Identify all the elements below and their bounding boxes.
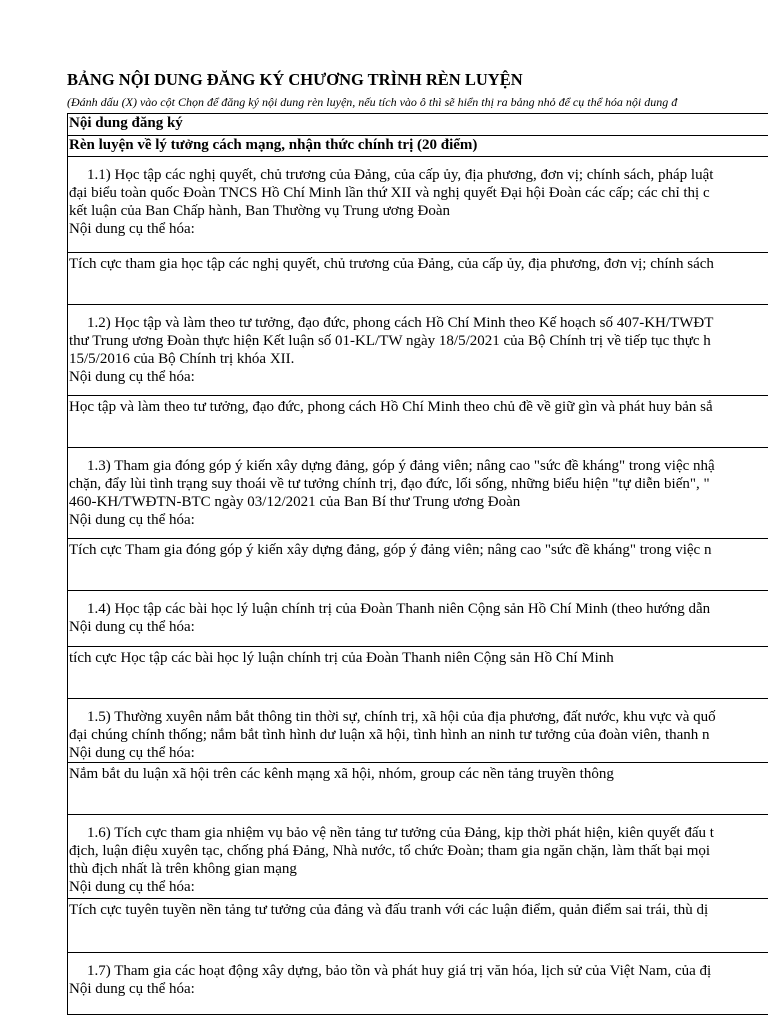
column-header: Nội dung đăng ký — [69, 115, 183, 131]
item-line: thư Trung ương Đoàn thực hiện Kết luận số 01-KL/TW ngày 18/5/2021 của Bộ Chính trị về tiếp tục thực h — [69, 333, 711, 349]
item-line: 1.5) Thường xuyên nắm bắt thông tin thời sự, chính trị, xã hội của địa phương, đất nước, khu vực và quố — [87, 709, 716, 725]
detail-label: Nội dung cụ thể hóa: — [69, 745, 195, 761]
detail-text: Tích cực Tham gia đóng góp ý kiến xây dựng đảng, góp ý đảng viên; nâng cao "sức đề kháng" trong việc n — [69, 542, 712, 558]
item-line: 1.3) Tham gia đóng góp ý kiến xây dựng đảng, góp ý đảng viên; nâng cao "sức đề kháng" trong việc nhậ — [87, 458, 715, 474]
item-line: đại biểu toàn quốc Đoàn TNCS Hồ Chí Minh lần thứ XII và nghị quyết Đại hội Đoàn các cấp; các chỉ thị c — [69, 185, 710, 201]
item-line: 1.6) Tích cực tham gia nhiệm vụ bảo vệ nền tảng tư tưởng của Đảng, kịp thời phát hiện, kiên quyết đấu t — [87, 825, 714, 841]
list-item — [68, 815, 768, 899]
list-item — [68, 591, 768, 647]
item-text — [69, 448, 768, 529]
list-item — [68, 953, 768, 1015]
section-header-row — [68, 136, 768, 157]
section-header: Rèn luyện về lý tưởng cách mạng, nhận thức chính trị (20 điểm) — [69, 137, 478, 153]
detail-box[interactable] — [68, 539, 768, 591]
item-text — [69, 157, 768, 238]
detail-label: Nội dung cụ thể hóa: — [69, 221, 195, 237]
detail-box[interactable] — [68, 396, 768, 448]
list-item — [68, 448, 768, 539]
detail-box[interactable] — [68, 647, 768, 699]
item-line: 1.1) Học tập các nghị quyết, chủ trương của Đảng, của cấp ủy, địa phương, đơn vị; chính sách, pháp luật — [87, 167, 714, 183]
column-header-row — [68, 114, 768, 136]
item-line: kết luận của Ban Chấp hành, Ban Thường vụ Trung ương Đoàn — [69, 203, 450, 219]
item-line: 15/5/2016 của Bộ Chính trị khóa XII. — [69, 351, 295, 367]
detail-label: Nội dung cụ thể hóa: — [69, 879, 195, 895]
item-line: chặn, đẩy lùi tình trạng suy thoái về tư tưởng chính trị, đạo đức, lối sống, những biểu hiện "tự diễn biến", " — [69, 476, 710, 492]
detail-label: Nội dung cụ thể hóa: — [69, 619, 195, 635]
list-item — [68, 157, 768, 253]
list-item — [68, 699, 768, 763]
item-text — [69, 305, 768, 386]
detail-label: Nội dung cụ thể hóa: — [69, 981, 195, 997]
item-line: 1.2) Học tập và làm theo tư tưởng, đạo đức, phong cách Hồ Chí Minh theo Kế hoạch số 407-KH/TWĐT — [87, 315, 714, 331]
item-text — [69, 953, 768, 998]
detail-text: Tích cực tuyên tuyền nền tảng tư tưởng của đảng và đấu tranh với các luận điểm, quản điểm sai trái, thù dị — [69, 902, 709, 918]
item-line: thù địch nhất là trên không gian mạng — [69, 861, 297, 877]
detail-label: Nội dung cụ thể hóa: — [69, 512, 195, 528]
detail-box[interactable] — [68, 763, 768, 815]
item-line: địch, luận điệu xuyên tạc, chống phá Đảng, Nhà nước, tổ chức Đoàn; tham gia ngăn chặn, làm thất bại mọi — [69, 843, 711, 859]
item-line: 460-KH/TWĐTN-BTC ngày 03/12/2021 của Ban Bí thư Trung ương Đoàn — [69, 494, 521, 510]
item-text — [69, 815, 768, 896]
item-line: 1.4) Học tập các bài học lý luận chính trị của Đoàn Thanh niên Cộng sản Hồ Chí Minh (theo hướng dẫn — [87, 601, 711, 617]
detail-box[interactable] — [68, 253, 768, 305]
item-line: 1.7) Tham gia các hoạt động xây dựng, bảo tồn và phát huy giá trị văn hóa, lịch sử của Việt Nam, của đị — [87, 963, 712, 979]
detail-box[interactable] — [68, 899, 768, 953]
registration-table — [67, 113, 768, 1015]
document-subtitle: (Đánh dấu (X) vào cột Chọn để đăng ký nội dung rèn luyện, nếu tích vào ô thì sẽ hiển thị ra bảng nhỏ để cụ thể hóa nội dung đ — [67, 95, 678, 109]
item-text — [69, 591, 768, 636]
item-text — [69, 699, 768, 762]
document-title: BẢNG NỘI DUNG ĐĂNG KÝ CHƯƠNG TRÌNH RÈN LUYỆN — [67, 70, 523, 89]
detail-text: tích cực Học tập các bài học lý luận chính trị của Đoàn Thanh niên Cộng sản Hồ Chí Minh — [69, 650, 614, 666]
detail-text: Nắm bắt du luận xã hội trên các kênh mạng xã hội, nhóm, group các nền tảng truyền thông — [69, 766, 614, 782]
detail-label: Nội dung cụ thể hóa: — [69, 369, 195, 385]
list-item — [68, 305, 768, 396]
detail-text: Học tập và làm theo tư tưởng, đạo đức, phong cách Hồ Chí Minh theo chủ đề về giữ gìn và phát huy bản sắ — [69, 399, 713, 415]
detail-text: Tích cực tham gia học tập các nghị quyết, chủ trương của Đảng, của cấp ủy, địa phương, đơn vị; chính sách — [69, 256, 714, 272]
item-line: đại chúng chính thống; nắm bắt tình hình dư luận xã hội, tình hình an ninh tư tưởng của đoàn viên, thanh n — [69, 727, 710, 743]
